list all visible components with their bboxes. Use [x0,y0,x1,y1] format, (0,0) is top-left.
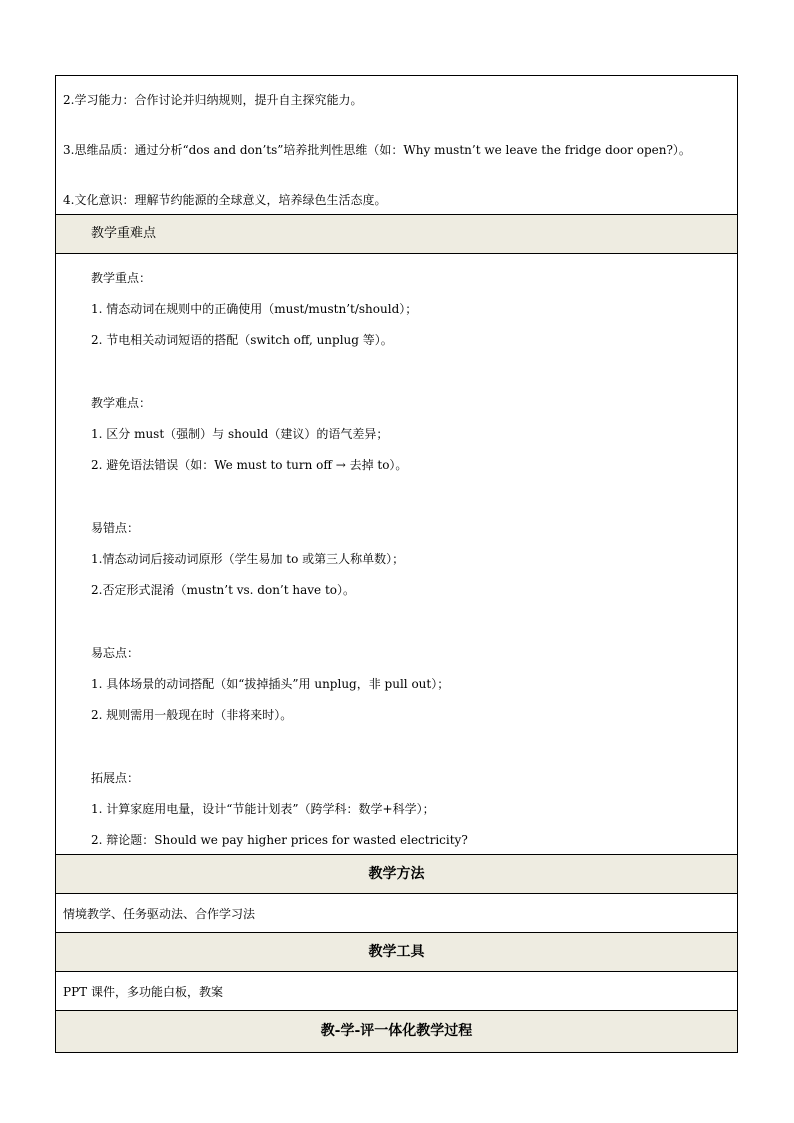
extension-title: 拓展点： [91,771,140,785]
important-points-title: 教学重点： [91,271,152,285]
tools-content: PPT 课件，多功能白板，教案 [63,985,223,999]
key-points-header-row [56,215,737,254]
objective-thinking-quality: 3.思维品质：通过分析“dos and don’ts”培养批判性思维（如：Why mustn’t we leave the fridge door open?）。 [63,143,691,157]
methods-header: 教学方法 [368,866,425,882]
error-prone-title: 易错点： [91,521,140,535]
tools-header: 教学工具 [368,944,425,960]
difficult-points-title: 教学难点： [91,396,152,410]
extension-item: 1. 计算家庭用电量，设计“节能计划表”（跨学科：数学+科学）； [91,802,435,816]
methods-content-row [56,894,737,933]
objectives-row [56,76,737,215]
easy-forget-item: 1. 具体场景的动词搭配（如“拔掉插头”用 unplug，非 pull out）； [91,677,450,691]
objective-cultural-awareness: 4.文化意识：理解节约能源的全球意义，培养绿色生活态度。 [63,193,387,207]
easy-forget-item: 2. 规则需用一般现在时（非将来时）。 [91,708,293,722]
process-header: 教-学-评一体化教学过程 [320,1023,473,1039]
objective-learning-ability: 2.学习能力：合作讨论并归纳规则，提升自主探究能力。 [63,93,363,107]
process-header-row [56,1011,737,1052]
methods-header-row [56,855,737,894]
lesson-plan-table [55,75,738,1053]
key-points-header: 教学重难点 [91,226,157,241]
important-point-item: 1. 情态动词在规则中的正确使用（must/mustn’t/should）； [91,302,418,316]
key-points-content-row [56,254,737,855]
extension-item: 2. 辩论题：Should we pay higher prices for wasted electricity? [91,833,468,847]
difficult-point-item: 2. 避免语法错误（如：We must to turn off → 去掉 to）。 [91,458,408,472]
error-prone-item: 2.否定形式混淆（mustn’t vs. don’t have to）。 [91,583,355,597]
error-prone-item: 1.情态动词后接动词原形（学生易加 to 或第三人称单数）； [91,552,405,566]
important-point-item: 2. 节电相关动词短语的搭配（switch off, unplug 等）。 [91,333,393,347]
tools-content-row [56,972,737,1011]
methods-content: 情境教学、任务驱动法、合作学习法 [63,907,256,921]
easy-forget-title: 易忘点： [91,646,140,660]
difficult-point-item: 1. 区分 must（强制）与 should（建议）的语气差异； [91,427,389,441]
tools-header-row [56,933,737,972]
